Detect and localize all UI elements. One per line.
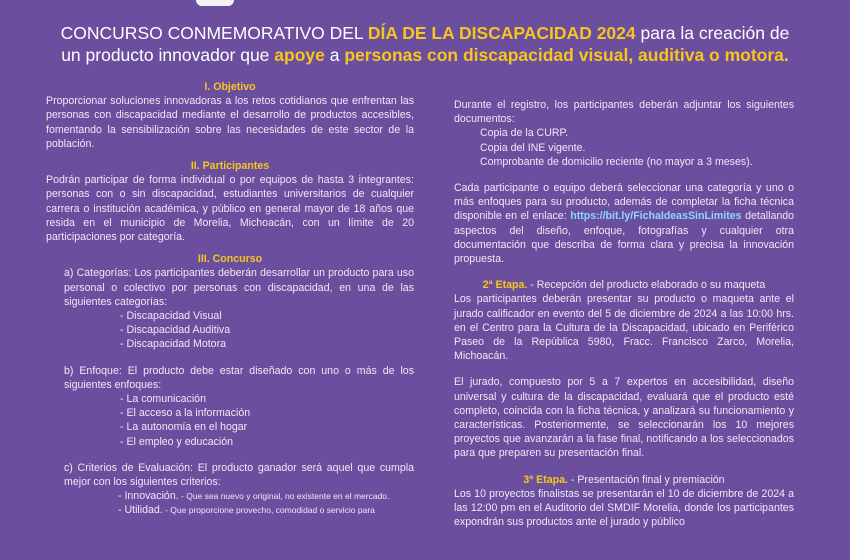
list-item: - Discapacidad Auditiva — [120, 324, 231, 337]
etapa-number: 2ª Etapa. — [482, 279, 528, 292]
participantes-text: Podrán participar de forma individual o por equipos de hasta 3 integrantes: personas con o sin discapacidad, estudiantes universitarios de cualquier carrera o institución académica, y público en general mayor de 18 años que resida en el municipio de Morelia, Michoacán, con un límite de 20 participaciones por categoría. — [46, 174, 414, 244]
criterio-desc: - Que sea nuevo y original, no existente en el mercado. — [178, 491, 390, 502]
etapa-2-heading — [454, 278, 794, 292]
title-highlight: apoye — [274, 45, 325, 65]
page-title — [20, 22, 830, 66]
section-title-participantes: II. Participantes — [190, 160, 270, 173]
criterio-label: - Innovación. — [118, 490, 179, 503]
list-item: Copia del INE vigente. — [480, 141, 586, 154]
title-text: a — [324, 45, 345, 65]
title-line-2 — [20, 44, 830, 66]
title-text: CONCURSO CONMEMORATIVO DEL — [60, 23, 368, 43]
list-item — [64, 489, 414, 503]
title-highlight: personas con discapacidad visual, auditiva o motora. — [344, 45, 789, 65]
etapa-number: 3ª Etapa. — [523, 473, 568, 486]
etapa-3-heading — [454, 473, 794, 487]
list-item: Comprobante de domicilio reciente (no mayor a 3 meses). — [480, 155, 753, 168]
list-item: - Discapacidad Visual — [120, 310, 222, 323]
criterio-desc: - Que proporcione provecho, comodidad o servicio para — [162, 505, 375, 516]
list-item: Copia de la CURP. — [480, 127, 569, 140]
title-highlight: DÍA DE LA DISCAPACIDAD 2024 — [367, 23, 636, 43]
list-item: - La autonomía en el hogar — [120, 421, 248, 434]
ficha-text-b: detallando aspectos del diseño, enfoque, fotografías y cualquier otra documentación que describa de forma clara y precisa la innovación propuesta. — [454, 210, 795, 266]
title-text: un producto innovador que — [61, 45, 275, 65]
enfoque-text: b) Enfoque: El producto debe estar diseñado con uno o más de los siguientes enfoques: — [64, 364, 414, 391]
categorias-text: a) Categorías: Los participantes deberán desarrollar un producto para uso personal o colectivo por personas con discapacidad, en una de las siguientes categorías: — [64, 267, 414, 308]
right-column — [454, 98, 794, 529]
ficha-text — [454, 181, 794, 266]
list-item: - El empleo y educación — [120, 435, 234, 448]
concurso-body — [46, 266, 414, 517]
section-title-objetivo: I. Objetivo — [204, 81, 256, 93]
list-item: - El acceso a la información — [120, 407, 251, 420]
list-item: - La comunicación — [120, 393, 206, 406]
etapa-2-text: Los participantes deberán presentar su producto o maqueta ante el jurado calificador en evento del 5 de diciembre de 2024 a las 10:00 hrs. en el Centro para la Cultura de la Discapacidad, ubicado en Periférico Paseo de la República 5980, Fracc. Francisco Zarco, Morelia, Michoacán. — [454, 293, 794, 363]
list-item: - Discapacidad Motora — [120, 338, 226, 351]
ficha-link[interactable]: https://bit.ly/FichaIdeasSinLimites — [570, 210, 742, 223]
title-line-1 — [20, 22, 830, 44]
etapa-title: - Recepción del producto elaborado o su maqueta — [527, 279, 766, 292]
criterios-text: c) Criterios de Evaluación: El producto ganador será aquel que cumpla mejor con los siguientes criterios: — [64, 461, 414, 489]
objetivo-text: Proporcionar soluciones innovadoras a los retos cotidianos que enfrentan las personas con discapacidad mediante el desarrollo de productos accesibles, fomentando la sensibilización sobre las necesidades de este sector de la población. — [46, 95, 414, 150]
left-column — [46, 80, 414, 518]
criterio-label: - Utilidad. — [118, 504, 163, 517]
title-text: para la creación de — [635, 23, 790, 43]
jurado-text: El jurado, compuesto por 5 a 7 expertos en accesibilidad, diseño universal y cultura de la discapacidad, evaluará que el producto esté completo, coincida con la ficha técnica, y analizará su funcionamiento y características. Posteriormente, se seleccionarán los 10 mejores proyectos que avanzarán a la fase final, notificando a los seleccionados para que preparen su presentación final. — [454, 376, 794, 460]
registro-text: Durante el registro, los participantes deberán adjuntar los siguientes documentos: — [454, 99, 794, 126]
list-item — [64, 503, 414, 517]
etapa-title: - Presentación final y premiación — [567, 473, 725, 486]
ficha-text-a: Cada participante o equipo deberá seleccionar una categoría y uno o más enfoques para su producto, además de completar la ficha técnica disponible en el enlace: — [454, 182, 794, 223]
etapa-3-text: Los 10 proyectos finalistas se presentarán el 10 de diciembre de 2024 a las 12:00 pm en el Auditorio del SMDIF Morelia, donde los participantes expondrán sus productos ante el jurado y público — [454, 487, 794, 529]
top-tab-shape — [196, 0, 234, 6]
section-title-concurso: III. Concurso — [197, 253, 263, 266]
